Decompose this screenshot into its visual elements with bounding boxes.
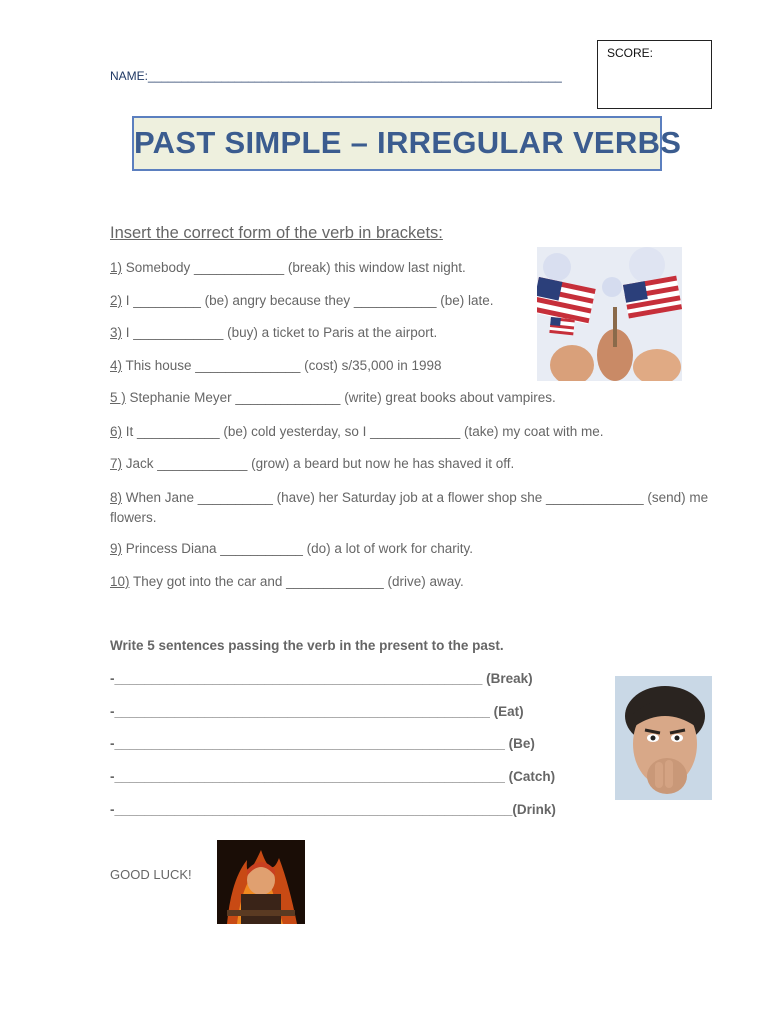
section1-instruction: Insert the correct form of the verb in brackets: [110,224,443,242]
section2-instruction: Write 5 sentences passing the verb in the present to the past. [110,638,504,653]
question-text: I _________ (be) angry because they ___________ (be) late. [122,293,494,308]
question-number: 6) [110,424,123,439]
sentence-line-be[interactable]: -____________________________________________________ (Be) [110,736,535,751]
question-number: 9) [110,541,123,556]
question-text: Stephanie Meyer ______________ (write) great books about vampires. [125,390,556,405]
question-text: Jack ____________ (grow) a beard but now he has shaved it off. [122,456,515,471]
question-text: Somebody ____________ (break) this window last night. [122,260,466,275]
question-item[interactable] [110,456,514,471]
page-title: PAST SIMPLE – IRREGULAR VERBS [134,125,682,160]
name-field[interactable] [110,69,562,83]
question-item[interactable] [110,293,494,308]
question-item[interactable] [110,358,442,373]
question-number: 10) [110,574,130,589]
question-number: 8) [110,490,123,505]
sentence-line-eat[interactable]: -__________________________________________________ (Eat) [110,704,524,719]
question-number: 1) [110,260,123,275]
question-text: It ___________ (be) cold yesterday, so I ____________ (take) my coat with me. [122,424,604,439]
good-luck-text: GOOD LUCK! [110,867,192,882]
score-label: SCORE: [607,46,654,60]
question-text: Princess Diana ___________ (do) a lot of work for charity. [122,541,473,556]
question-item[interactable] [110,574,464,589]
question-text: When Jane __________ (have) her Saturday job at a flower shop she _____________ (send) me flowers. [110,490,709,525]
sentence-line-break[interactable]: -_________________________________________________ (Break) [110,671,533,686]
sentence-line-catch[interactable]: -____________________________________________________ (Catch) [110,769,556,784]
figure-photo [217,840,305,924]
question-item[interactable] [110,260,466,275]
name-blank[interactable]: ______________________________________________________________ [148,69,562,83]
question-number: 3) [110,325,123,340]
question-number: 2) [110,293,123,308]
name-label: NAME: [110,69,149,83]
question-item[interactable] [110,541,473,556]
question-item[interactable] [110,424,604,439]
question-number: 5 ) [110,390,126,405]
score-box[interactable] [597,40,712,109]
question-number: 4) [110,358,123,373]
question-item[interactable] [110,390,556,405]
question-item[interactable] [110,488,720,528]
face-photo [615,676,712,800]
question-text: They got into the car and _____________ (drive) away. [129,574,464,589]
figure-photo-image [217,840,305,924]
question-text: I ____________ (buy) a ticket to Paris at the airport. [122,325,438,340]
flags-photo [537,247,682,381]
question-number: 7) [110,456,123,471]
question-text: This house ______________ (cost) s/35,000 in 1998 [122,358,442,373]
title-box [132,116,682,171]
face-photo-image [615,676,712,800]
sentence-line-drink[interactable]: -_____________________________________________________(Drink) [110,802,556,817]
flags-photo-image [537,247,682,381]
question-item[interactable] [110,325,437,340]
